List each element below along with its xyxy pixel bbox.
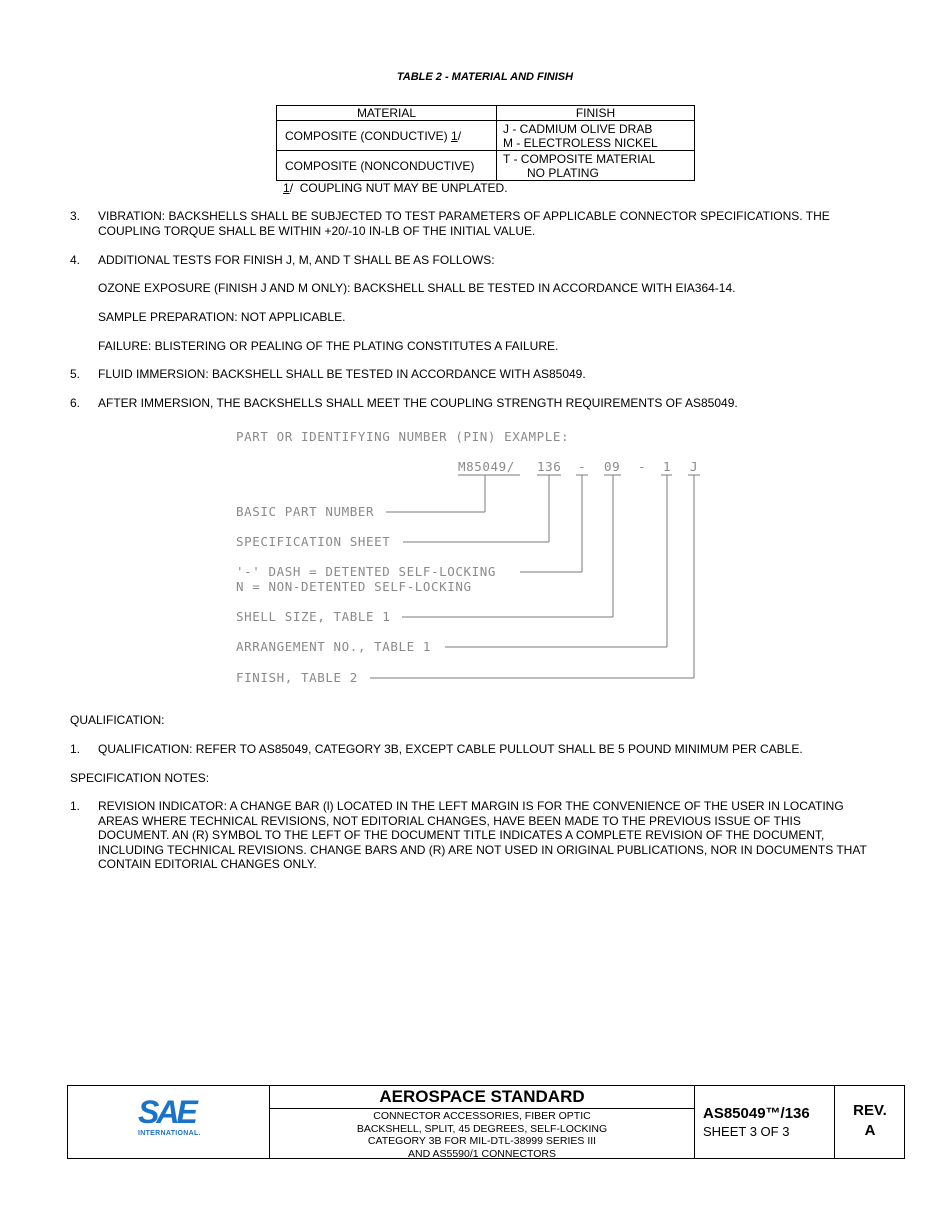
- revision-value: A: [864, 1122, 876, 1139]
- item-text: SAMPLE PREPARATION: NOT APPLICABLE.: [98, 310, 346, 324]
- sheet-number: SHEET 3 OF 3: [703, 1124, 790, 1139]
- header-material: MATERIAL: [277, 106, 497, 121]
- finish-line: NO PLATING: [527, 165, 599, 180]
- finish-line: J - CADMIUM OLIVE DRAB: [503, 121, 653, 136]
- pin-part-size: 09: [604, 459, 621, 474]
- pin-part-finish: J: [690, 459, 699, 474]
- pin-part-basic: M85049/: [458, 459, 515, 474]
- footnote-ref: 1: [451, 128, 458, 143]
- revision-cell: [835, 1086, 905, 1158]
- item-text: QUALIFICATION: REFER TO AS85049, CATEGORY 3B, EXCEPT CABLE PULLOUT SHALL BE 5 POUND MINIMUM PER CABLE.: [98, 742, 803, 756]
- title-block: [67, 1085, 905, 1159]
- description-line: BACKSHELL, SPLIT, 45 DEGREES, SELF-LOCKING: [356, 1122, 608, 1135]
- pin-part-dash2: -: [638, 459, 647, 474]
- material-text: COMPOSITE (NONCONDUCTIVE): [285, 158, 475, 173]
- pin-label-basic: BASIC PART NUMBER: [236, 504, 375, 519]
- revision-label: REV.: [853, 1102, 887, 1119]
- item-text: ADDITIONAL TESTS FOR FINISH J, M, AND T SHALL BE AS FOLLOWS:: [98, 253, 495, 267]
- finish-line: T - COMPOSITE MATERIAL: [503, 151, 656, 166]
- footnote-mark: 1: [283, 181, 290, 195]
- item-text: FAILURE: BLISTERING OR PEALING OF THE PLATING CONSTITUTES A FAILURE.: [98, 339, 559, 353]
- pin-part-sheet: 136: [537, 459, 562, 474]
- material-text: COMPOSITE (CONDUCTIVE): [285, 128, 448, 143]
- item-number: 1.: [70, 799, 81, 813]
- table-title: TABLE 2 - MATERIAL AND FINISH: [396, 71, 574, 83]
- qualification-heading: QUALIFICATION:: [70, 713, 165, 727]
- pin-label-arrangement: ARRANGEMENT NO., TABLE 1: [236, 639, 432, 654]
- finish-line: M - ELECTROLESS NICKEL: [503, 135, 658, 150]
- pin-label-nondetent: N = NON-DETENTED SELF-LOCKING: [236, 579, 472, 594]
- item-number: 5.: [70, 367, 81, 381]
- item-text: AFTER IMMERSION, THE BACKSHELLS SHALL MEET THE COUPLING STRENGTH REQUIREMENTS OF AS85049.: [98, 396, 738, 410]
- spec-notes-heading: SPECIFICATION NOTES:: [70, 771, 210, 785]
- sae-logo: SAE: [138, 1094, 195, 1130]
- document-description: [270, 1109, 694, 1160]
- description-line: AND AS5590/1 CONNECTORS: [407, 1147, 557, 1160]
- pin-part-dash: -: [578, 459, 587, 474]
- sae-logo-subtext: INTERNATIONAL.: [138, 1130, 201, 1137]
- item-text: FLUID IMMERSION: BACKSHELL SHALL BE TESTED IN ACCORDANCE WITH AS85049.: [98, 367, 586, 381]
- pin-label-sheet: SPECIFICATION SHEET: [236, 534, 391, 549]
- description-line: CATEGORY 3B FOR MIL-DTL-38999 SERIES III: [367, 1135, 597, 1147]
- document-number: AS85049™/136: [703, 1105, 810, 1122]
- item-number: 6.: [70, 396, 81, 410]
- logo-cell: [68, 1086, 270, 1158]
- pin-part-arrangement: 1: [663, 459, 672, 474]
- item-text: REVISION INDICATOR: A CHANGE BAR (l) LOCATED IN THE LEFT MARGIN IS FOR THE CONVENIENCE OF THE USER IN LOCATING AREAS WHERE TECHNICAL REVISIONS, NOT EDITORIAL CHANGES, HAVE BEEN MADE TO THE PREVIOUS ISSUE OF THIS DOCUMENT. AN (R) SYMBOL TO THE LEFT OF THE DOCUMENT TITLE INDICATES A COMPLETE REVISION OF THE DOCUMENT, INCLUDING TECHNICAL REVISIONS. CHANGE BARS AND (R) ARE NOT USED IN ORIGINAL PUBLICATIONS, NOR IN DOCUMENTS THAT CONTAIN EDITORIAL CHANGES ONLY.: [98, 799, 867, 871]
- standard-title: AEROSPACE STANDARD: [270, 1086, 694, 1109]
- pin-label-dash: '-' DASH = DETENTED SELF-LOCKING: [236, 564, 497, 579]
- item-number: 4.: [70, 253, 81, 267]
- description-line: CONNECTOR ACCESSORIES, FIBER OPTIC: [373, 1110, 591, 1122]
- footnote-slash: /: [457, 128, 462, 143]
- header-finish: FINISH: [497, 106, 695, 121]
- pin-label-finish: FINISH, TABLE 2: [236, 670, 358, 685]
- pin-title: PART OR IDENTIFYING NUMBER (PIN) EXAMPLE:: [236, 429, 570, 444]
- title-cell: [270, 1086, 695, 1158]
- pin-label-size: SHELL SIZE, TABLE 1: [236, 609, 391, 624]
- item-text: VIBRATION: BACKSHELLS SHALL BE SUBJECTED TO TEST PARAMETERS OF APPLICABLE CONNECTOR SPECIFICATIONS. THE COUPLING TORQUE SHALL BE WITHIN +20/-10 IN-LB OF THE INITIAL VALUE.: [98, 209, 830, 238]
- item-number: 3.: [70, 209, 81, 223]
- document-number-cell: [695, 1086, 835, 1158]
- footnote-text: COUPLING NUT MAY BE UNPLATED.: [299, 181, 508, 195]
- item-text: OZONE EXPOSURE (FINISH J AND M ONLY): BACKSHELL SHALL BE TESTED IN ACCORDANCE WITH EIA364-14.: [98, 281, 736, 295]
- item-number: 1.: [70, 742, 81, 756]
- table-footnote: 1/ COUPLING NUT MAY BE UNPLATED.: [283, 181, 508, 195]
